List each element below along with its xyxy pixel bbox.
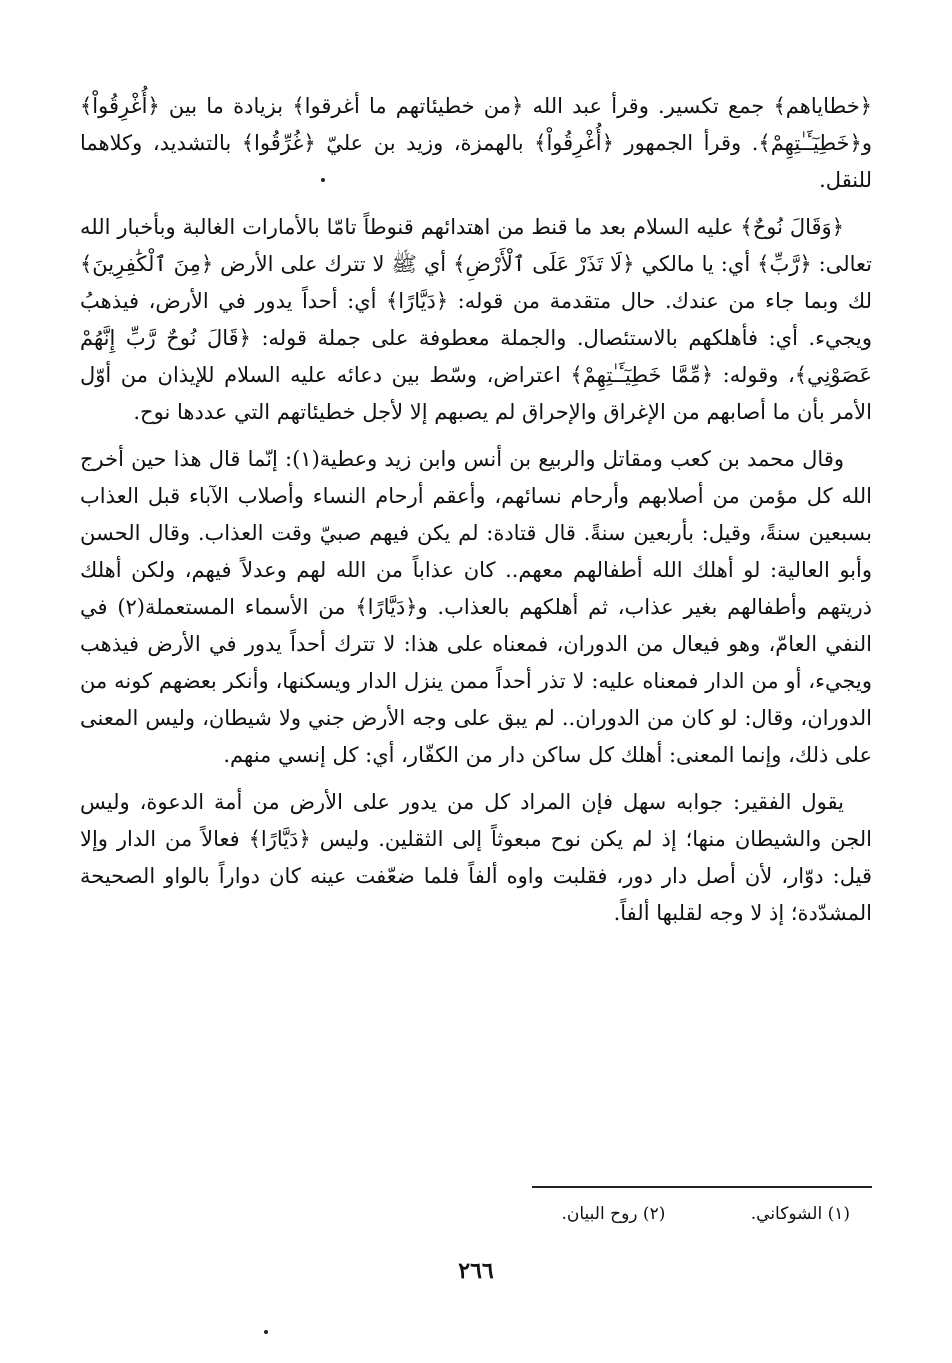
footnote-1: (١) الشوكاني.: [750, 1204, 850, 1224]
footnotes: [300, 1200, 850, 1228]
footnote-2: (٢) روح البيان.: [561, 1204, 666, 1224]
scan-speck: [264, 1330, 268, 1334]
paragraph-2: ﴿وَقَالَ نُوحٌ﴾ عليه السلام بعد ما قنط من اهتدائهم قنوطاً تامّا بالأمارات الغالبة وبأخبار الله تعالى: ﴿رَّبِّ﴾ أي: يا مالكي ﴿لَا تَذَرْ عَلَى ٱلْأَرْضِ﴾ أي ﷺ لا تترك على الأرض ﴿مِنَ ٱلْكَٰفِرِينَ﴾ لك وبما جاء من عندك. حال متقدمة من قوله: ﴿دَيَّارًا﴾ أي: أحداً يدور في الأرض، فيذهبُ ويجيء. أي: فأهلكهم بالاستئصال. والجملة معطوفة على جملة قوله: ﴿قَالَ نُوحٌ رَّبِّ إِنَّهُمْ عَصَوْنِي﴾، وقوله: ﴿مِّمَّا خَطِيٓـَٔـٰتِهِمْ﴾ اعتراض، وسّط بين دعائه عليه السلام للإيذان من أوّل الأمر بأن ما أصابهم من الإغراق والإحراق لم يصبهم إلا لأجل خطيئاتهم التي عددها نوح.: [80, 215, 872, 424]
page-number: ٢٦٦: [458, 1258, 494, 1284]
scan-speck: [321, 178, 325, 182]
paragraph-3: وقال محمد بن كعب ومقاتل والربيع بن أنس وابن زيد وعطية(١): إنّما قال هذا حين أخرج الله كل مؤمن من أصلابهم وأرحام نسائهم، وأعقم أرحام النساء وأصلاب الآباء قبل العذاب بسبعين سنةً، وقيل: بأربعين سنةً. قال قتادة: لم يكن فيهم صبيّ وقت العذاب. وقال الحسن وأبو العالية: لو أهلك الله أطفالهم معهم.. كان عذاباً من الله لهم وعدلاً فيهم، ولكن أهلك ذريتهم وأطفالهم بغير عذاب، ثم أهلكهم بالعذاب. و﴿دَيَّارًا﴾ من الأسماء المستعملة(٢) في النفي العامّ، وهو فيعال من الدوران، فمعناه على هذا: لا تترك أحداً يدور في الأرض فيذهب ويجيء، أو من الدار فمعناه عليه: لا تذر أحداً ممن ينزل الدار ويسكنها، وأنكر بعضهم كونه من الدوران، وقال: لو كان من الدوران.. لم يبق على وجه الأرض جني ولا شيطان، وليس المعنى على ذلك، وإنما المعنى: أهلك كل ساكن دار من الكفّار، أي: كل إنسي منهم.: [80, 447, 872, 767]
paragraph-4: يقول الفقير: جوابه سهل فإن المراد كل من يدور على الأرض من أمة الدعوة، وليس الجن والشيطان منها؛ إذ لم يكن نوح مبعوثاً إلى الثقلين. وليس ﴿دَيَّارًا﴾ فعالاً من الدار وإلا قيل: دوّار، لأن أصل دار دور، فقلبت واوه ألفاً فلما ضعّفت عينه كان دواراً بالواو الصحيحة المشدّدة؛ إذ لا وجه لقلبها ألفاً.: [80, 790, 872, 925]
body-text: [80, 88, 872, 942]
footnote-divider: [532, 1186, 872, 1188]
paragraph-1: ﴿خطاياهم﴾ جمع تكسير. وقرأ عبد الله ﴿من خطيئاتهم ما أغرقوا﴾ بزيادة ما بين ﴿أُغْرِقُواْ﴾ و﴿خَطِيٓـَٔـٰتِهِمْ﴾. وقرأ الجمهور ﴿أُغْرِقُواْ﴾ بالهمزة، وزيد بن عليّ ﴿غُرِّقُوا﴾ بالتشديد، وكلاهما للنقل.: [80, 94, 872, 192]
